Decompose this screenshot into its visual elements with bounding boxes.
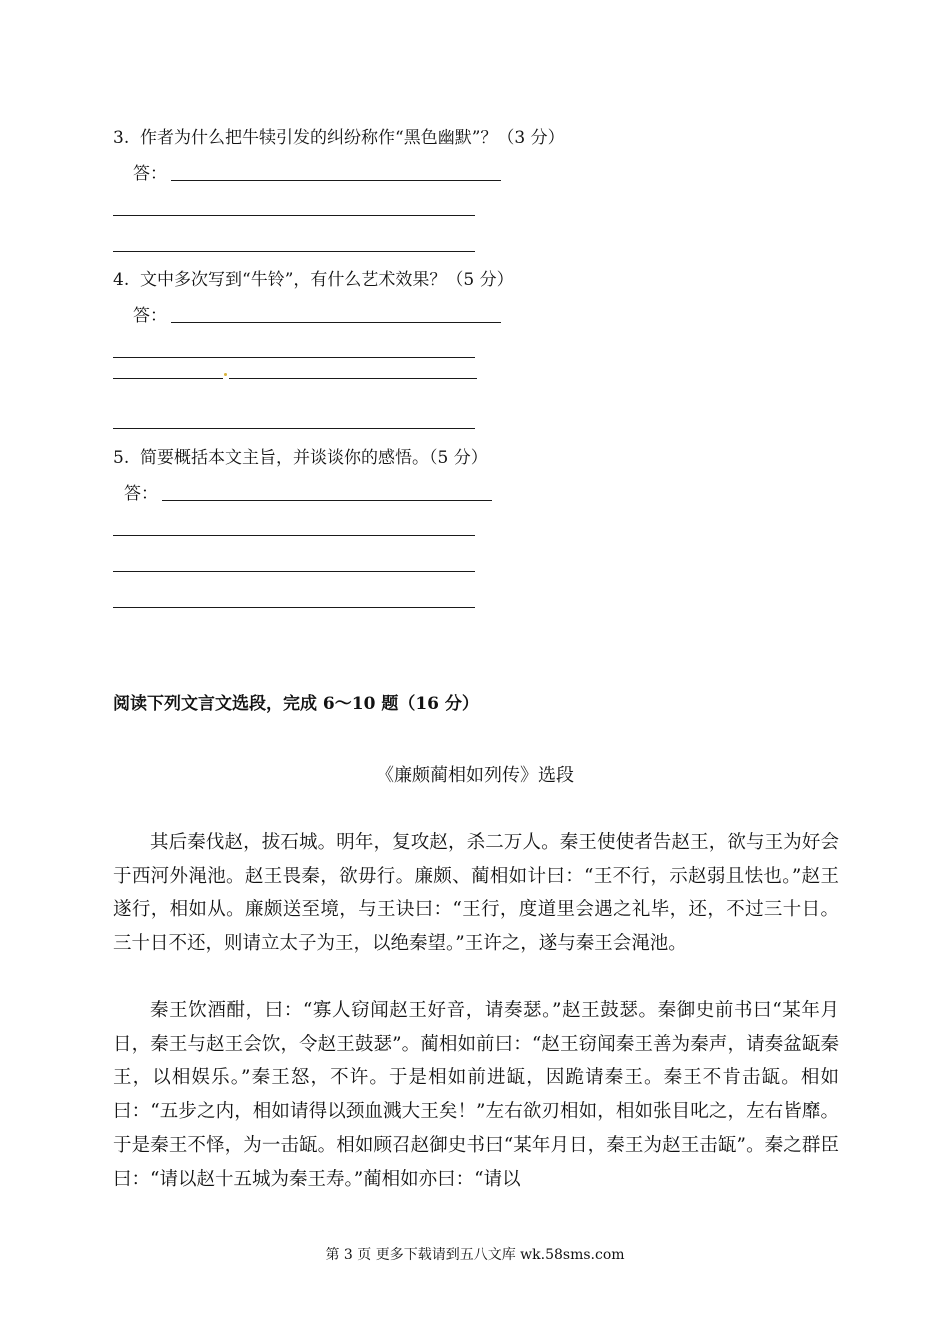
question-number: 4. — [113, 270, 130, 290]
passage-title: 《廉颇蔺相如列传》选段 — [376, 765, 574, 786]
answer-label: 答： — [133, 164, 167, 184]
question-text: 简要概括本文主旨，并谈谈你的感悟。（5 分） — [140, 448, 488, 468]
question-3 — [113, 128, 565, 148]
answer-line[interactable] — [113, 571, 475, 572]
answer-line[interactable] — [113, 357, 475, 358]
answer-line[interactable] — [113, 607, 475, 608]
question-text: 文中多次写到“牛铃”，有什么艺术效果？（5 分） — [140, 270, 514, 290]
answer-line[interactable] — [113, 251, 475, 252]
answer-line[interactable] — [229, 378, 477, 379]
answer-line[interactable] — [171, 322, 501, 323]
answer-line[interactable] — [113, 428, 475, 429]
answer-line[interactable] — [113, 215, 475, 216]
answer-line[interactable] — [113, 535, 475, 536]
answer-line[interactable] — [162, 500, 492, 501]
section-instruction: 阅读下列文言文选段，完成 6～10 题（16 分） — [113, 694, 479, 714]
answer-line[interactable] — [171, 180, 501, 181]
question-number: 3. — [113, 128, 130, 148]
passage-paragraph: 秦王饮酒酣，曰：“寡人窃闻赵王好音，请奏瑟。”赵王鼓瑟。秦御史前书曰“某年月日，秦王与赵王会饮，令赵王鼓瑟”。蔺相如前曰：“赵王窃闻秦王善为秦声，请奏盆缻秦王，以相娱乐。”秦王怒，不许。于是相如前进缻，因跪请秦王。秦王不肯击缻。相如曰：“五步之内，相如请得以颈血溅大王矣！”左右欲刃相如，相如张目叱之，左右皆靡。于是秦王不怿，为一击缻。相如顾召赵御史书曰“某年月日，秦王为赵王击缻”。秦之群臣曰：“请以赵十五城为秦王寿。”蔺相如亦曰：“请以 — [113, 1000, 839, 1190]
question-4 — [113, 270, 514, 290]
question-text: 作者为什么把牛犊引发的纠纷称作“黑色幽默”？（3 分） — [140, 128, 565, 148]
answer-line[interactable] — [113, 378, 223, 379]
stray-mark — [224, 373, 227, 376]
question-5 — [113, 448, 488, 468]
answer-label: 答： — [133, 306, 167, 326]
page-footer: 第 3 页 更多下载请到五八文库 wk.58sms.com — [325, 1247, 625, 1263]
question-number: 5. — [113, 448, 130, 468]
passage-paragraph: 其后秦伐赵，拔石城。明年，复攻赵，杀二万人。秦王使使者告赵王，欲与王为好会于西河外渑池。赵王畏秦，欲毋行。廉颇、蔺相如计曰：“王不行，示赵弱且怯也。”赵王遂行，相如从。廉颇送至境，与王诀曰：“王行，度道里会遇之礼毕，还，不过三十日。三十日不还，则请立太子为王，以绝秦望。”王许之，遂与秦王会渑池。 — [113, 832, 839, 955]
answer-label: 答： — [124, 484, 158, 504]
